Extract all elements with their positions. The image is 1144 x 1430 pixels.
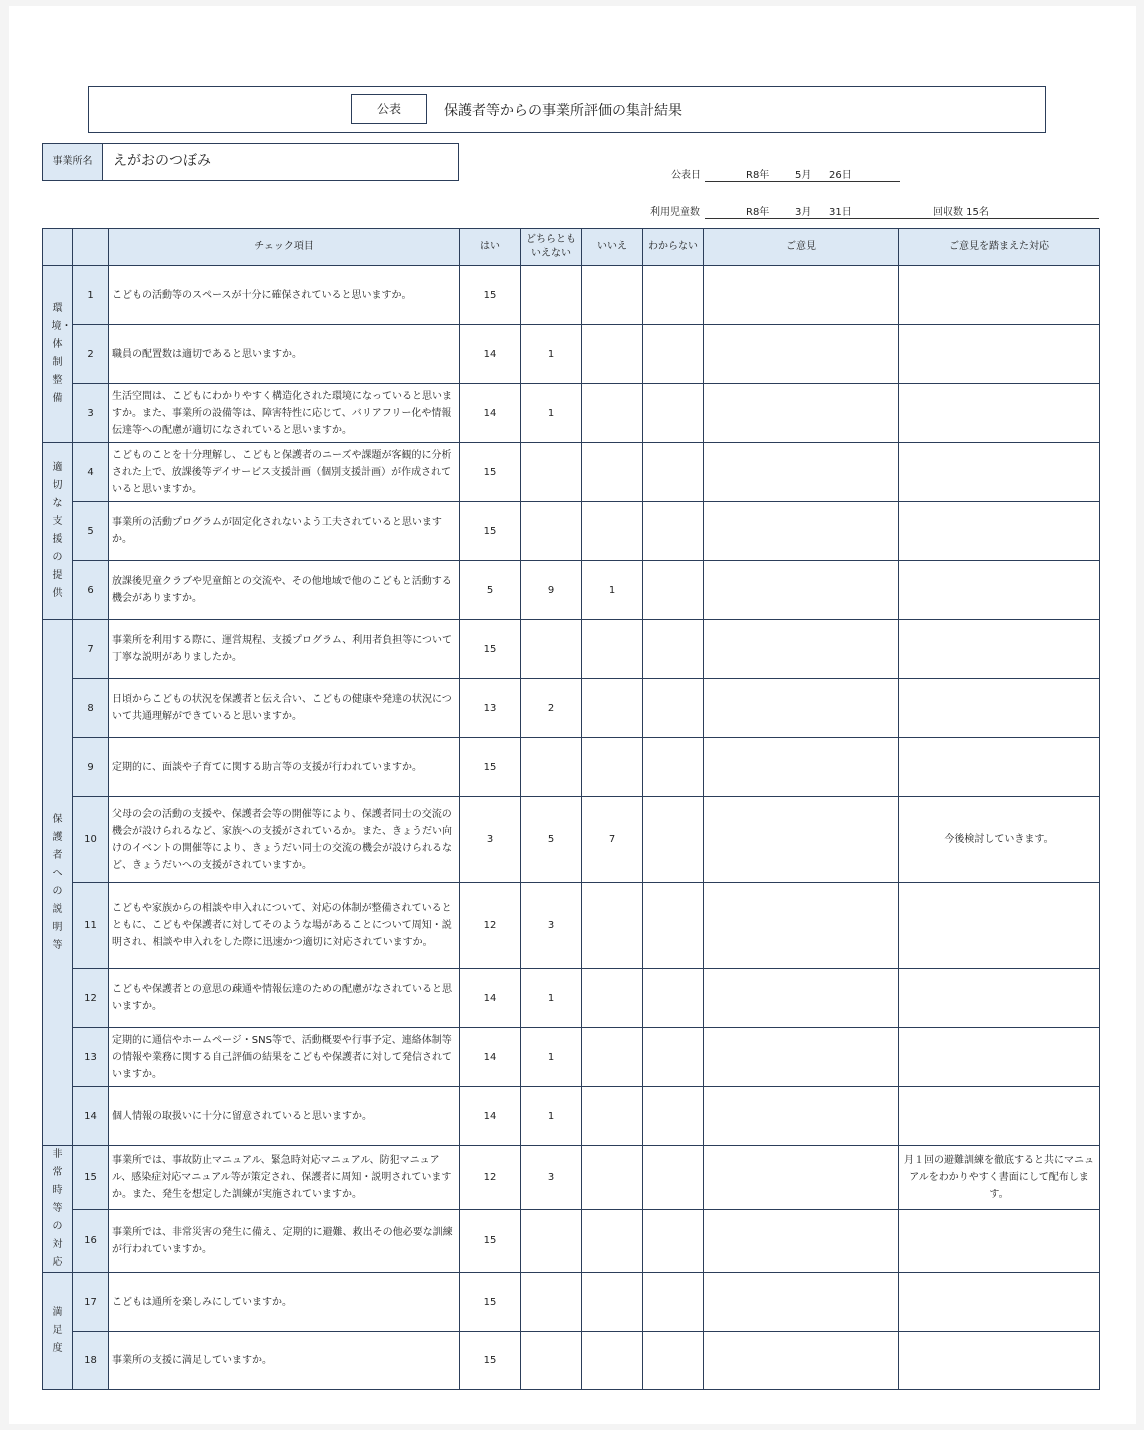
unknown-cell: [643, 561, 704, 620]
table-row: [43, 969, 1100, 1028]
header-no: いいえ: [582, 229, 643, 266]
opinion-cell: [704, 266, 899, 325]
opinion-cell: [704, 1273, 899, 1332]
question-text: 定期的に、面談や子育てに関する助言等の支援が行われていますか。: [109, 738, 460, 797]
response-cell: [899, 1028, 1100, 1087]
row-number: 18: [73, 1332, 109, 1390]
unknown-cell: [643, 384, 704, 443]
table-row: [43, 883, 1100, 969]
table-row: [43, 1209, 1100, 1273]
header-response: ご意見を踏まえた対応: [899, 229, 1100, 266]
no-cell: [582, 1209, 643, 1273]
user-count-underline: [705, 218, 1099, 219]
response-cell: [899, 883, 1100, 969]
question-text: 放課後児童クラブや児童館との交流や、その他地域で他のこどもと活動する機会がありますか。: [109, 561, 460, 620]
publish-date-underline: [705, 181, 900, 182]
neither-cell: [521, 266, 582, 325]
response-cell: [899, 1087, 1100, 1146]
unknown-cell: [643, 502, 704, 561]
yes-cell: 15: [460, 443, 521, 502]
question-text: 職員の配置数は適切であると思いますか。: [109, 325, 460, 384]
user-count-label: 利用児童数: [650, 207, 700, 218]
table-row: [43, 266, 1100, 325]
neither-cell: 5: [521, 797, 582, 883]
no-cell: 7: [582, 797, 643, 883]
header-number: [73, 229, 109, 266]
user-count-month: 3月: [795, 207, 812, 218]
category-text: 適切な支援の提供: [52, 462, 63, 599]
unknown-cell: [643, 969, 704, 1028]
opinion-cell: [704, 738, 899, 797]
unknown-cell: [643, 1146, 704, 1210]
category-text: 満足度: [52, 1307, 63, 1354]
user-count-era: R8年: [746, 207, 770, 218]
row-number: 16: [73, 1209, 109, 1273]
opinion-cell: [704, 443, 899, 502]
row-number: 13: [73, 1028, 109, 1087]
table-row: [43, 679, 1100, 738]
no-cell: [582, 1028, 643, 1087]
response-cell: [899, 384, 1100, 443]
opinion-cell: [704, 1146, 899, 1210]
unknown-cell: [643, 325, 704, 384]
row-number: 2: [73, 325, 109, 384]
user-count-day: 31日: [829, 207, 852, 218]
neither-cell: [521, 1332, 582, 1390]
unknown-cell: [643, 1332, 704, 1390]
yes-cell: 14: [460, 325, 521, 384]
yes-cell: 15: [460, 1209, 521, 1273]
yes-cell: 14: [460, 1087, 521, 1146]
response-cell: [899, 679, 1100, 738]
publish-day: 26日: [829, 170, 852, 181]
table-row: [43, 1273, 1100, 1332]
response-cell: 月１回の避難訓練を徹底すると共にマニュアルをわかりやすく書面にして配布します。: [899, 1146, 1100, 1210]
evaluation-table: [42, 228, 1100, 1390]
response-cell: [899, 1273, 1100, 1332]
opinion-cell: [704, 1028, 899, 1087]
response-cell: 今後検討していきます。: [899, 797, 1100, 883]
no-cell: [582, 883, 643, 969]
yes-cell: 13: [460, 679, 521, 738]
header-category: [43, 229, 73, 266]
table-row: [43, 738, 1100, 797]
category-text: 環境・体制整備: [51, 303, 72, 404]
question-text: こどもの活動等のスペースが十分に確保されていると思いますか。: [109, 266, 460, 325]
question-text: 父母の会の活動の支援や、保護者会等の開催等により、保護者同士の交流の機会が設けられるなど、家族への支援がされているか。また、きょうだい向けのイベントの開催等により、きょうだい同士の交流の機会が設けられるなど、きょうだいへの支援がされていますか。: [109, 797, 460, 883]
yes-cell: 15: [460, 266, 521, 325]
office-name-value: えがおのつぼみ: [102, 143, 459, 181]
header-check-item: チェック項目: [109, 229, 460, 266]
question-text: 事業所の支援に満足していますか。: [109, 1332, 460, 1390]
response-cell: [899, 561, 1100, 620]
yes-cell: 15: [460, 502, 521, 561]
category-label: [43, 620, 73, 1146]
opinion-cell: [704, 620, 899, 679]
row-number: 14: [73, 1087, 109, 1146]
table-row: [43, 1087, 1100, 1146]
header-neither: どちらとも いえない: [521, 229, 582, 266]
response-cell: [899, 443, 1100, 502]
neither-cell: [521, 1209, 582, 1273]
opinion-cell: [704, 797, 899, 883]
row-number: 15: [73, 1146, 109, 1210]
opinion-cell: [704, 561, 899, 620]
yes-cell: 14: [460, 384, 521, 443]
question-text: こどものことを十分理解し、こどもと保護者のニーズや課題が客観的に分析された上で、放課後等デイサービス支援計画（個別支援計画）が作成されていると思いますか。: [109, 443, 460, 502]
no-cell: [582, 266, 643, 325]
response-cell: [899, 969, 1100, 1028]
opinion-cell: [704, 325, 899, 384]
yes-cell: 15: [460, 620, 521, 679]
question-text: 生活空間は、こどもにわかりやすく構造化された環境になっていると思いますか。また、事業所の設備等は、障害特性に応じて、バリアフリー化や情報伝達等への配慮が適切になされていると思いますか。: [109, 384, 460, 443]
yes-cell: 15: [460, 738, 521, 797]
office-name-label: 事業所名: [42, 143, 102, 181]
neither-cell: [521, 443, 582, 502]
table-row: [43, 797, 1100, 883]
no-cell: [582, 443, 643, 502]
yes-cell: 3: [460, 797, 521, 883]
row-number: 10: [73, 797, 109, 883]
table-row: [43, 561, 1100, 620]
question-text: 事業所を利用する際に、運営規程、支援プログラム、利用者負担等について丁寧な説明がありましたか。: [109, 620, 460, 679]
no-cell: [582, 325, 643, 384]
opinion-cell: [704, 384, 899, 443]
unknown-cell: [643, 797, 704, 883]
response-cell: [899, 1332, 1100, 1390]
question-text: 事業所の活動プログラムが固定化されないよう工夫されていると思いますか。: [109, 502, 460, 561]
unknown-cell: [643, 1273, 704, 1332]
opinion-cell: [704, 883, 899, 969]
no-cell: [582, 969, 643, 1028]
row-number: 8: [73, 679, 109, 738]
no-cell: [582, 1332, 643, 1390]
question-text: こどもや家族からの相談や申入れについて、対応の体制が整備されているとともに、こどもや保護者に対してそのような場があることについて周知・説明され、相談や申入れをした際に迅速かつ適切に対応されていますか。: [109, 883, 460, 969]
table-row: [43, 443, 1100, 502]
neither-cell: 1: [521, 325, 582, 384]
response-cell: [899, 325, 1100, 384]
response-cell: [899, 620, 1100, 679]
unknown-cell: [643, 738, 704, 797]
row-number: 6: [73, 561, 109, 620]
no-cell: [582, 738, 643, 797]
unknown-cell: [643, 679, 704, 738]
no-cell: [582, 1146, 643, 1210]
neither-cell: [521, 738, 582, 797]
unknown-cell: [643, 883, 704, 969]
question-text: 事業所では、非常災害の発生に備え、定期的に避難、救出その他必要な訓練が行われていますか。: [109, 1209, 460, 1273]
question-text: こどもは通所を楽しみにしていますか。: [109, 1273, 460, 1332]
public-badge: 公表: [351, 94, 427, 124]
no-cell: [582, 679, 643, 738]
publish-date-label: 公表日: [671, 170, 701, 181]
table-body: [43, 266, 1100, 1390]
category-label: [43, 443, 73, 620]
unknown-cell: [643, 443, 704, 502]
row-number: 1: [73, 266, 109, 325]
question-text: 個人情報の取扱いに十分に留意されていると思いますか。: [109, 1087, 460, 1146]
header-unknown: わからない: [643, 229, 704, 266]
category-text: 非常時等の対応: [52, 1149, 63, 1268]
table-row: [43, 1332, 1100, 1390]
row-number: 5: [73, 502, 109, 561]
row-number: 3: [73, 384, 109, 443]
unknown-cell: [643, 620, 704, 679]
yes-cell: 5: [460, 561, 521, 620]
table-row: [43, 325, 1100, 384]
response-cell: [899, 502, 1100, 561]
opinion-cell: [704, 679, 899, 738]
question-text: こどもや保護者との意思の疎通や情報伝達のための配慮がなされていると思いますか。: [109, 969, 460, 1028]
table-row: [43, 1028, 1100, 1087]
table-row: [43, 502, 1100, 561]
question-text: 事業所では、事故防止マニュアル、緊急時対応マニュアル、防犯マニュアル、感染症対応マニュアル等が策定され、保護者に周知・説明されていますか。また、発生を想定した訓練が実施されていますか。: [109, 1146, 460, 1210]
row-number: 7: [73, 620, 109, 679]
neither-cell: [521, 502, 582, 561]
publish-month: 5月: [795, 170, 812, 181]
response-count: 回収数 15名: [933, 207, 989, 218]
table-row: [43, 384, 1100, 443]
row-number: 17: [73, 1273, 109, 1332]
opinion-cell: [704, 502, 899, 561]
document-title: 保護者等からの事業所評価の集計結果: [444, 103, 682, 119]
yes-cell: 15: [460, 1332, 521, 1390]
yes-cell: 14: [460, 1028, 521, 1087]
no-cell: [582, 1087, 643, 1146]
response-cell: [899, 1209, 1100, 1273]
neither-cell: 1: [521, 969, 582, 1028]
neither-cell: 1: [521, 384, 582, 443]
no-cell: [582, 1273, 643, 1332]
table-row: [43, 1146, 1100, 1210]
question-text: 日頃からこどもの状況を保護者と伝え合い、こどもの健康や発達の状況について共通理解ができていると思いますか。: [109, 679, 460, 738]
neither-cell: 1: [521, 1087, 582, 1146]
publish-era: R8年: [746, 170, 770, 181]
category-label: [43, 266, 73, 443]
unknown-cell: [643, 1209, 704, 1273]
neither-cell: 1: [521, 1028, 582, 1087]
opinion-cell: [704, 1332, 899, 1390]
no-cell: [582, 620, 643, 679]
row-number: 11: [73, 883, 109, 969]
table-row: [43, 620, 1100, 679]
header-opinion: ご意見: [704, 229, 899, 266]
yes-cell: 15: [460, 1273, 521, 1332]
header-yes: はい: [460, 229, 521, 266]
opinion-cell: [704, 1209, 899, 1273]
unknown-cell: [643, 266, 704, 325]
no-cell: 1: [582, 561, 643, 620]
row-number: 9: [73, 738, 109, 797]
category-label: [43, 1273, 73, 1390]
yes-cell: 12: [460, 883, 521, 969]
unknown-cell: [643, 1028, 704, 1087]
neither-cell: 3: [521, 883, 582, 969]
question-text: 定期的に通信やホームページ・SNS等で、活動概要や行事予定、連絡体制等の情報や業務に関する自己評価の結果をこどもや保護者に対して発信されていますか。: [109, 1028, 460, 1087]
neither-cell: [521, 620, 582, 679]
category-text: 保護者への説明等: [52, 813, 63, 951]
table-header-row: [43, 229, 1100, 266]
neither-cell: 2: [521, 679, 582, 738]
no-cell: [582, 384, 643, 443]
neither-cell: 3: [521, 1146, 582, 1210]
response-cell: [899, 738, 1100, 797]
row-number: 4: [73, 443, 109, 502]
neither-cell: [521, 1273, 582, 1332]
yes-cell: 14: [460, 969, 521, 1028]
opinion-cell: [704, 1087, 899, 1146]
opinion-cell: [704, 969, 899, 1028]
no-cell: [582, 502, 643, 561]
unknown-cell: [643, 1087, 704, 1146]
yes-cell: 12: [460, 1146, 521, 1210]
category-label: [43, 1146, 73, 1273]
neither-cell: 9: [521, 561, 582, 620]
row-number: 12: [73, 969, 109, 1028]
response-cell: [899, 266, 1100, 325]
